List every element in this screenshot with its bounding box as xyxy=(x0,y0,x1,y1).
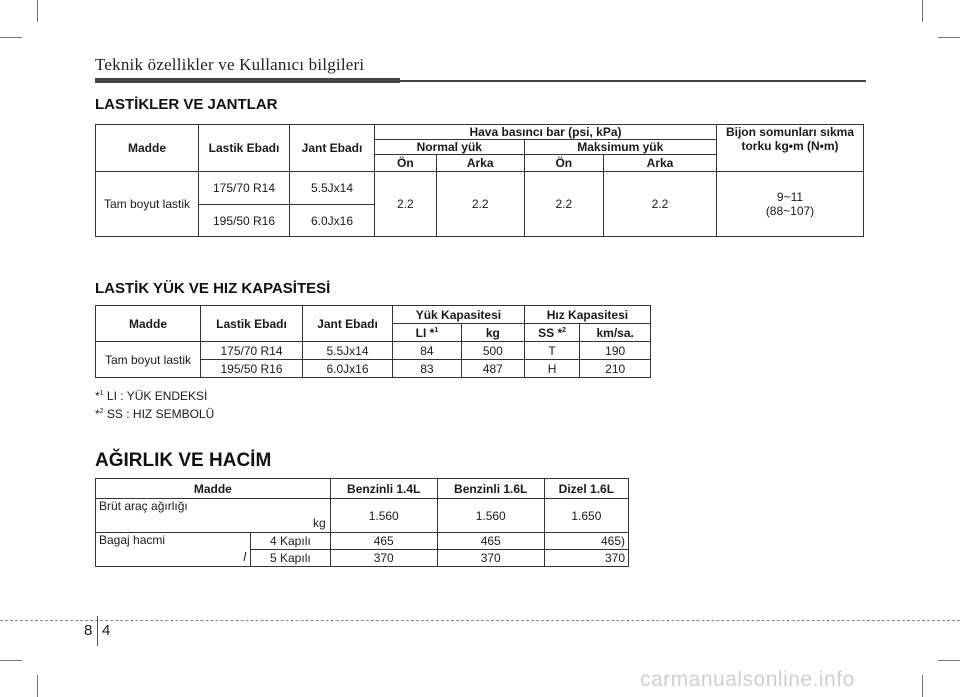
cell-kmsa: 210 xyxy=(580,360,651,378)
cell-ss: H xyxy=(524,360,580,378)
col-madde: Madde xyxy=(96,479,331,499)
col-madde: Madde xyxy=(96,125,199,172)
col-hiz: Hız Kapasitesi xyxy=(524,306,650,324)
crop-mark xyxy=(938,660,960,661)
crop-mark xyxy=(922,675,923,697)
cell-kg: 500 xyxy=(461,342,524,360)
col-lastik: Lastik Ebadı xyxy=(199,125,290,172)
col-bijon: Bijon somunları sıkma torku kg•m (N•m) xyxy=(717,125,864,172)
col-jant: Jant Ebadı xyxy=(303,306,393,342)
unit-kg: kg xyxy=(313,516,326,530)
cell-bagaj-v1: 370 xyxy=(330,550,437,567)
load-speed-table xyxy=(95,305,651,378)
crop-mark xyxy=(0,37,22,38)
col-yuk: Yük Kapasitesi xyxy=(393,306,525,324)
col-benzinli-14: Benzinli 1.4L xyxy=(330,479,437,499)
footnote-li: *$^1$ LI : YÜK ENDEKSİ xyxy=(95,389,208,403)
crop-mark xyxy=(37,0,38,22)
cell-brut-label: Brüt araç ağırlığı kg xyxy=(96,499,331,533)
torque-nm: (88~107) xyxy=(765,204,815,218)
cell-li: 84 xyxy=(393,342,462,360)
cell-arka-normal: 2.2 xyxy=(436,172,524,237)
col-lastik: Lastik Ebadı xyxy=(201,306,303,342)
torque-kgm: 9~11 xyxy=(776,190,804,204)
section-title-tires: LASTİKLER VE JANTLAR xyxy=(95,96,278,113)
cell-lastik: 175/70 R14 xyxy=(199,172,290,205)
col-on-normal: Ön xyxy=(375,155,437,172)
crop-mark xyxy=(37,675,38,697)
section-title-weight-volume: AĞIRLIK VE HACİM xyxy=(95,450,272,471)
cell-ss: T xyxy=(524,342,580,360)
cell-lastik: 195/50 R16 xyxy=(199,205,290,237)
col-arka-max: Arka xyxy=(604,155,717,172)
col-benzinli-16: Benzinli 1.6L xyxy=(437,479,544,499)
cell-bagaj-v1: 465 xyxy=(330,533,437,550)
cell-bagaj-type: 4 Kapılı xyxy=(251,533,331,550)
col-jant: Jant Ebadı xyxy=(290,125,375,172)
weight-volume-table xyxy=(95,478,629,567)
cell-brut-v1: 1.560 xyxy=(330,499,437,533)
header-title: Teknik özellikler ve Kullanıcı bilgileri xyxy=(95,55,365,74)
cell-jant: 5.5Jx14 xyxy=(303,342,393,360)
cell-arka-max: 2.2 xyxy=(604,172,717,237)
col-normal: Normal yük xyxy=(375,140,525,155)
col-dizel-16: Dizel 1.6L xyxy=(544,479,628,499)
cell-lastik: 195/50 R16 xyxy=(201,360,303,378)
footnote-ss: *$^2$ SS : HIZ SEMBOLÜ xyxy=(95,407,215,421)
cell-madde: Tam boyut lastik xyxy=(96,172,199,237)
page-number: 4 xyxy=(102,622,111,639)
cell-kmsa: 190 xyxy=(580,342,651,360)
col-madde: Madde xyxy=(96,306,201,342)
watermark: carmanualsonline.info xyxy=(640,668,855,691)
cell-on-max: 2.2 xyxy=(524,172,603,237)
cell-jant: 6.0Jx16 xyxy=(290,205,375,237)
footnotes xyxy=(95,386,214,422)
footer-dashed-rule xyxy=(0,620,960,621)
cell-jant: 5.5Jx14 xyxy=(290,172,375,205)
crop-mark xyxy=(0,660,22,661)
cell-bijon xyxy=(717,172,864,237)
crop-mark xyxy=(922,0,923,22)
cell-jant: 6.0Jx16 xyxy=(303,360,393,378)
col-ss: SS *$^2$ xyxy=(524,324,580,342)
crop-mark xyxy=(938,37,960,38)
cell-bagaj-type: 5 Kapılı xyxy=(251,550,331,567)
cell-brut-v2: 1.560 xyxy=(437,499,544,533)
cell-kg: 487 xyxy=(461,360,524,378)
col-kg: kg xyxy=(461,324,524,342)
cell-bagaj-v3: 370 xyxy=(544,550,628,567)
cell-lastik: 175/70 R14 xyxy=(201,342,303,360)
cell-bagaj-v3: 465) xyxy=(544,533,628,550)
cell-li: 83 xyxy=(393,360,462,378)
tires-rims-table xyxy=(95,124,864,237)
col-on-max: Ön xyxy=(524,155,603,172)
page-chapter: 8 xyxy=(84,622,93,639)
col-maksimum: Maksimum yük xyxy=(524,140,716,155)
cell-bagaj-v2: 465 xyxy=(437,533,544,550)
cell-brut-v3: 1.650 xyxy=(544,499,628,533)
cell-bagaj-label: Bagaj hacmi l xyxy=(96,533,251,567)
header-rule-thick xyxy=(95,78,400,83)
col-li: LI *$^1$ xyxy=(393,324,462,342)
cell-bagaj-v2: 370 xyxy=(437,550,544,567)
col-arka-normal: Arka xyxy=(436,155,524,172)
col-kmsa: km/sa. xyxy=(580,324,651,342)
col-hava: Hava basıncı bar (psi, kPa) xyxy=(375,125,717,140)
cell-madde: Tam boyut lastik xyxy=(96,342,201,378)
header-rule-thin xyxy=(400,80,866,82)
section-title-load-speed: LASTİK YÜK VE HIZ KAPASİTESİ xyxy=(95,280,331,297)
page-number-separator xyxy=(97,616,98,646)
cell-on-normal: 2.2 xyxy=(375,172,437,237)
unit-litre: l xyxy=(243,550,246,564)
